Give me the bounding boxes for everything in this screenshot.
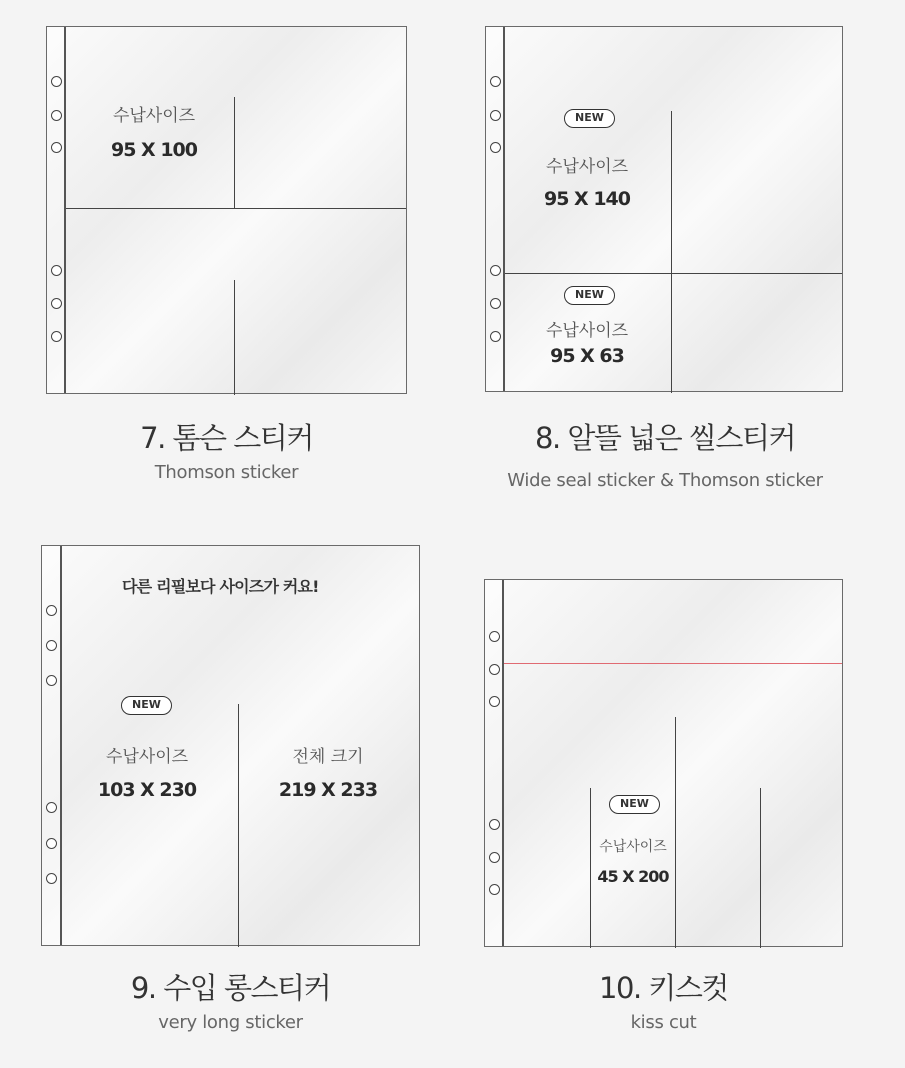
pocket-divider-horizontal — [66, 208, 406, 209]
binder-hole — [490, 142, 501, 153]
binder-hole — [489, 631, 500, 642]
binder-hole — [51, 331, 62, 342]
new-badge: NEW — [564, 109, 615, 128]
product-title-10: 10. 키스컷 — [599, 971, 728, 1005]
storage-size-value: 45 X 200 — [597, 867, 669, 886]
storage-size-value: 95 X 100 — [111, 139, 197, 161]
pocket-divider-vertical — [671, 111, 672, 393]
new-badge: NEW — [609, 795, 660, 814]
kiss-cut-line — [504, 663, 842, 664]
binder-hole — [51, 265, 62, 276]
binder-hole — [46, 605, 57, 616]
binder-hole — [489, 884, 500, 895]
product-subtitle-9: very long sticker — [158, 1012, 303, 1033]
product-subtitle-10: kiss cut — [630, 1012, 697, 1033]
storage-size-label: 수납사이즈 — [112, 106, 196, 126]
storage-size-value-top: 95 X 140 — [544, 188, 630, 210]
pocket-divider-vertical — [760, 788, 761, 948]
storage-size-label-top: 수납사이즈 — [545, 157, 629, 177]
new-badge: NEW — [121, 696, 172, 715]
binder-hole — [489, 819, 500, 830]
binder-hole — [51, 110, 62, 121]
product-title-8: 8. 알뜰 넓은 씰스티커 — [535, 421, 795, 455]
pocket-divider-vertical — [675, 717, 676, 948]
binder-hole — [51, 142, 62, 153]
refill-sheet-thomson — [46, 26, 407, 394]
pocket-divider-vertical — [234, 97, 235, 208]
pocket-divider-vertical — [234, 280, 235, 395]
refill-sheet-kiss-cut — [484, 579, 843, 947]
binder-hole — [51, 298, 62, 309]
binder-hole — [490, 76, 501, 87]
product-subtitle-8: Wide seal sticker & Thomson sticker — [507, 470, 823, 491]
refill-sheet-wide-seal — [485, 26, 843, 392]
total-size-value: 219 X 233 — [278, 779, 378, 801]
storage-size-label-bottom: 수납사이즈 — [545, 321, 629, 341]
binder-hole — [46, 873, 57, 884]
headline-bigger-size: 다른 리필보다 사이즈가 커요! — [122, 577, 319, 596]
binder-hole — [490, 265, 501, 276]
binder-hole — [46, 640, 57, 651]
binder-hole — [490, 331, 501, 342]
product-subtitle-7: Thomson sticker — [154, 462, 299, 483]
storage-size-label: 수납사이즈 — [105, 747, 189, 767]
new-badge: NEW — [564, 286, 615, 305]
binder-hole — [51, 76, 62, 87]
binder-hole — [46, 675, 57, 686]
pocket-divider-vertical — [238, 704, 239, 947]
total-size-label: 전체 크기 — [292, 747, 364, 767]
binder-hole — [46, 838, 57, 849]
pocket-divider-horizontal — [505, 273, 842, 274]
binder-hole — [490, 110, 501, 121]
storage-size-value-bottom: 95 X 63 — [550, 345, 624, 367]
product-title-9: 9. 수입 롱스티커 — [130, 971, 331, 1005]
storage-size-label: 수납사이즈 — [599, 839, 667, 855]
binder-hole — [489, 696, 500, 707]
storage-size-value: 103 X 230 — [97, 779, 197, 801]
binder-hole — [490, 298, 501, 309]
binder-hole — [489, 852, 500, 863]
binder-hole — [46, 802, 57, 813]
product-title-7: 7. 톰슨 스티커 — [140, 421, 313, 455]
refill-sheet-long — [41, 545, 420, 946]
binder-hole — [489, 664, 500, 675]
